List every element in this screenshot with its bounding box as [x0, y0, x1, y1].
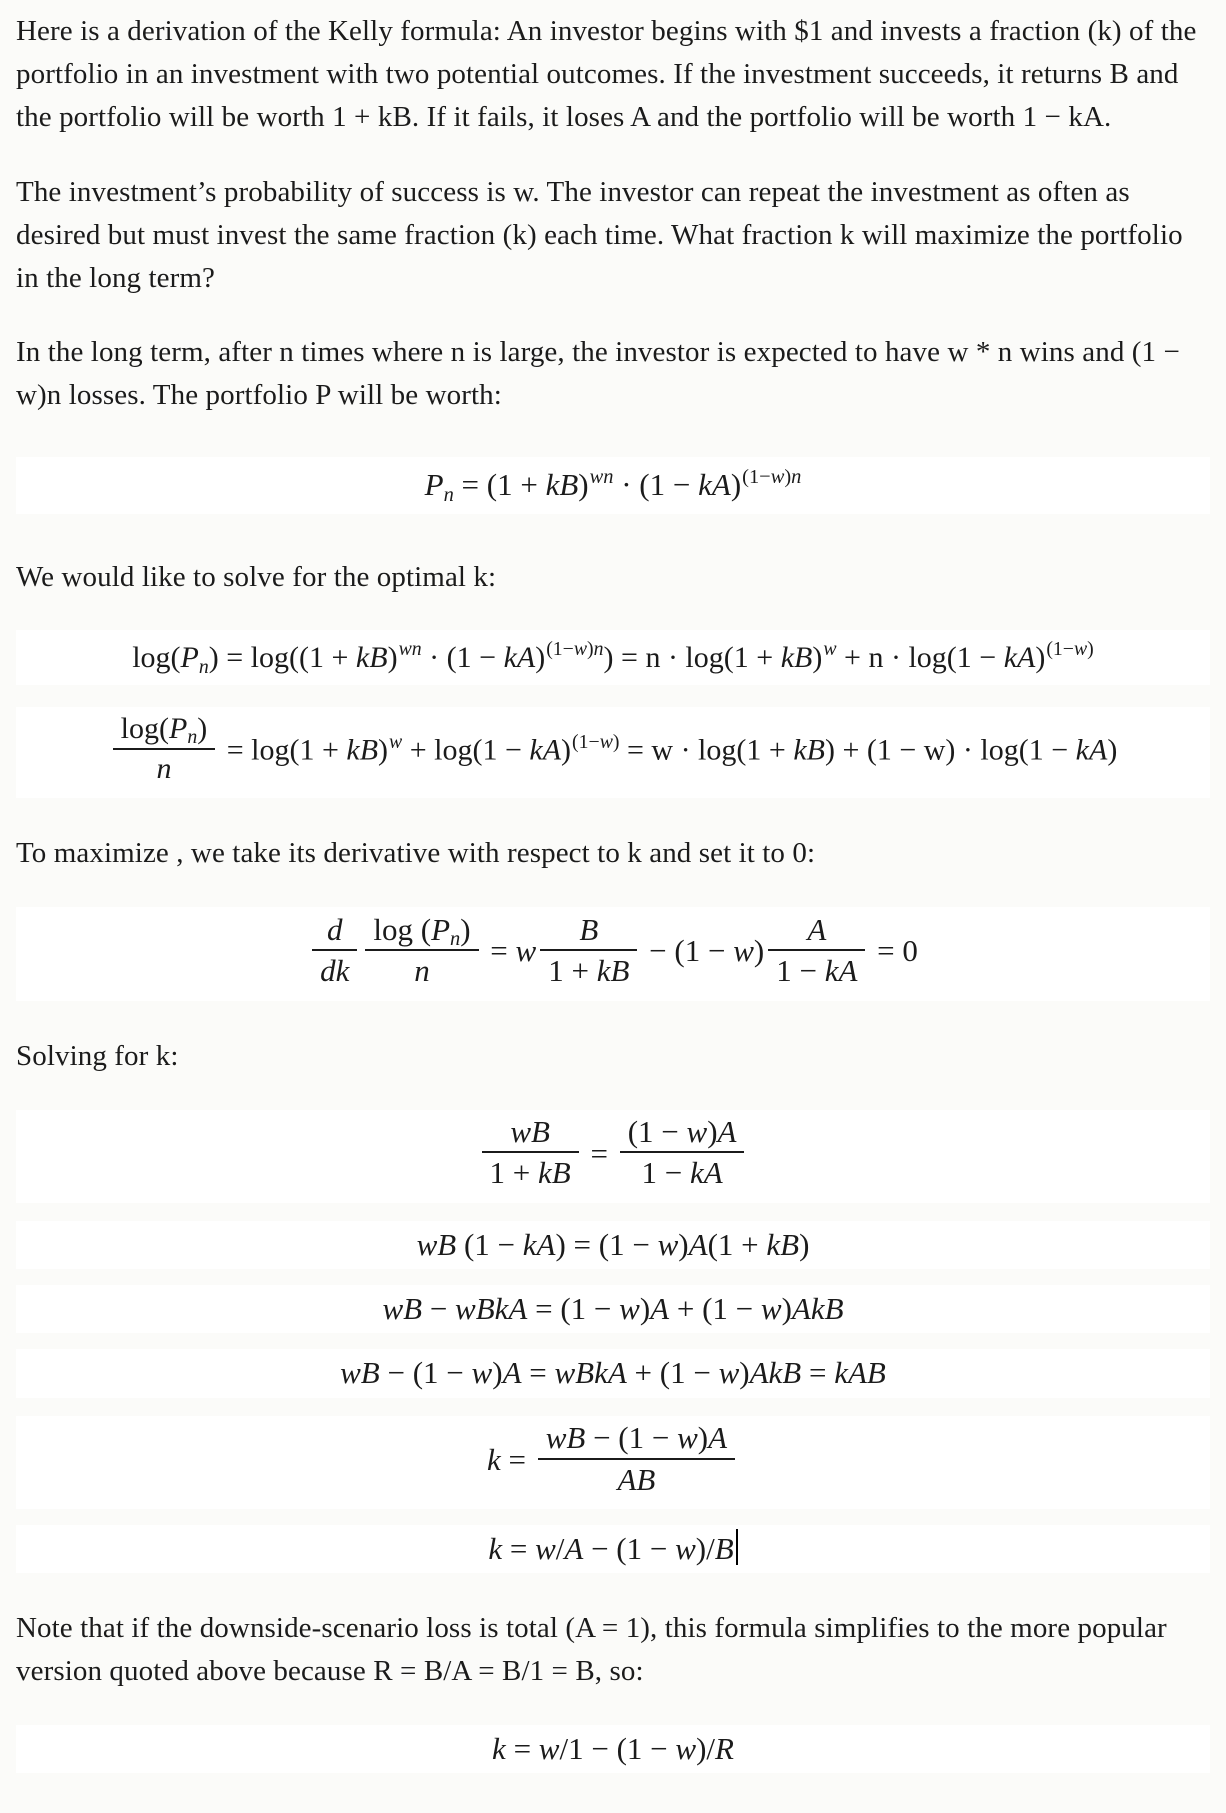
paragraph-solve-optimal-k[interactable]: We would like to solve for the optimal k: — [16, 560, 497, 593]
formula-log-per-n[interactable]: $\frac{\log(Pn)}{n}$ = log(1 + kB)w + log(1 − kA)(1−w) = w · log(1 + kB) + (1 − w) · log(1 − kA) — [16, 707, 1210, 798]
formula-derivative-set-zero[interactable]: $\frac{d}{dk}$ $\frac{\log (Pn)}{n}$ = w $\frac{B}{1 + kB}$ − (1 − w) $\frac{A}{1 - kA}$ = 0 — [16, 907, 1210, 1000]
paragraph-note-total-loss[interactable]: Note that if the downside-scenario loss is total (A = 1), this formula simplifies to the more popular version quoted above because R = B/A = B/1 = B, so: — [16, 1612, 1167, 1688]
formula-expanded[interactable]: wB − wBkA = (1 − w)A + (1 − w)AkB — [16, 1285, 1210, 1333]
paragraph-intro[interactable]: Here is a derivation of the Kelly formula: An investor begins with $1 and invests a fraction (k) of the portfolio in an investment with two potential outcomes. If the investment succeeds, it returns B and the portfolio will be worth 1 + kB. If it fails, it loses A and the portfolio will be worth 1 − kA. — [16, 15, 1197, 133]
formula-log-expansion[interactable]: log(Pn) = log((1 + kB)wn · (1 − kA)(1−w)n) = n · log(1 + kB)w + n · log(1 − kA)(1−w) — [16, 630, 1210, 685]
text-cursor — [736, 1529, 738, 1565]
formula-ratio-equality[interactable]: $\frac{wB}{1 + kB}$ = $\frac{(1 - w)A}{1 - kA}$ — [16, 1110, 1210, 1203]
formula-portfolio-growth[interactable]: Pn = (1 + kB)wn · (1 − kA)(1−w)n — [16, 457, 1210, 513]
paragraph-maximize[interactable]: To maximize , we take its derivative with respect to k and set it to 0: — [16, 837, 816, 870]
formula-k-simplified[interactable]: k = w/A − (1 − w)/B — [16, 1525, 1210, 1573]
paragraph-long-term[interactable]: In the long term, after n times where n is large, the investor is expected to have w * n wins and (1 − w)n losses. The portfolio P will be worth: — [16, 336, 1180, 412]
formula-k-fraction[interactable]: k = $\frac{wB - (1 - w)A}{AB}$ — [16, 1416, 1210, 1509]
formula-cross-multiplied[interactable]: wB (1 − kA) = (1 − w)A(1 + kB) — [16, 1221, 1210, 1269]
paragraph-solving-for-k[interactable]: Solving for k: — [16, 1039, 179, 1072]
formula-collected-terms[interactable]: wB − (1 − w)A = wBkA + (1 − w)AkB = kAB — [16, 1349, 1210, 1397]
formula-k-popular-version[interactable]: k = w/1 − (1 − w)/R — [16, 1725, 1210, 1773]
paragraph-probability[interactable]: The investment’s probability of success is w. The investor can repeat the investment as often as desired but must invest the same fraction (k) each time. What fraction k will maximize the portfolio in the long term? — [16, 175, 1183, 294]
